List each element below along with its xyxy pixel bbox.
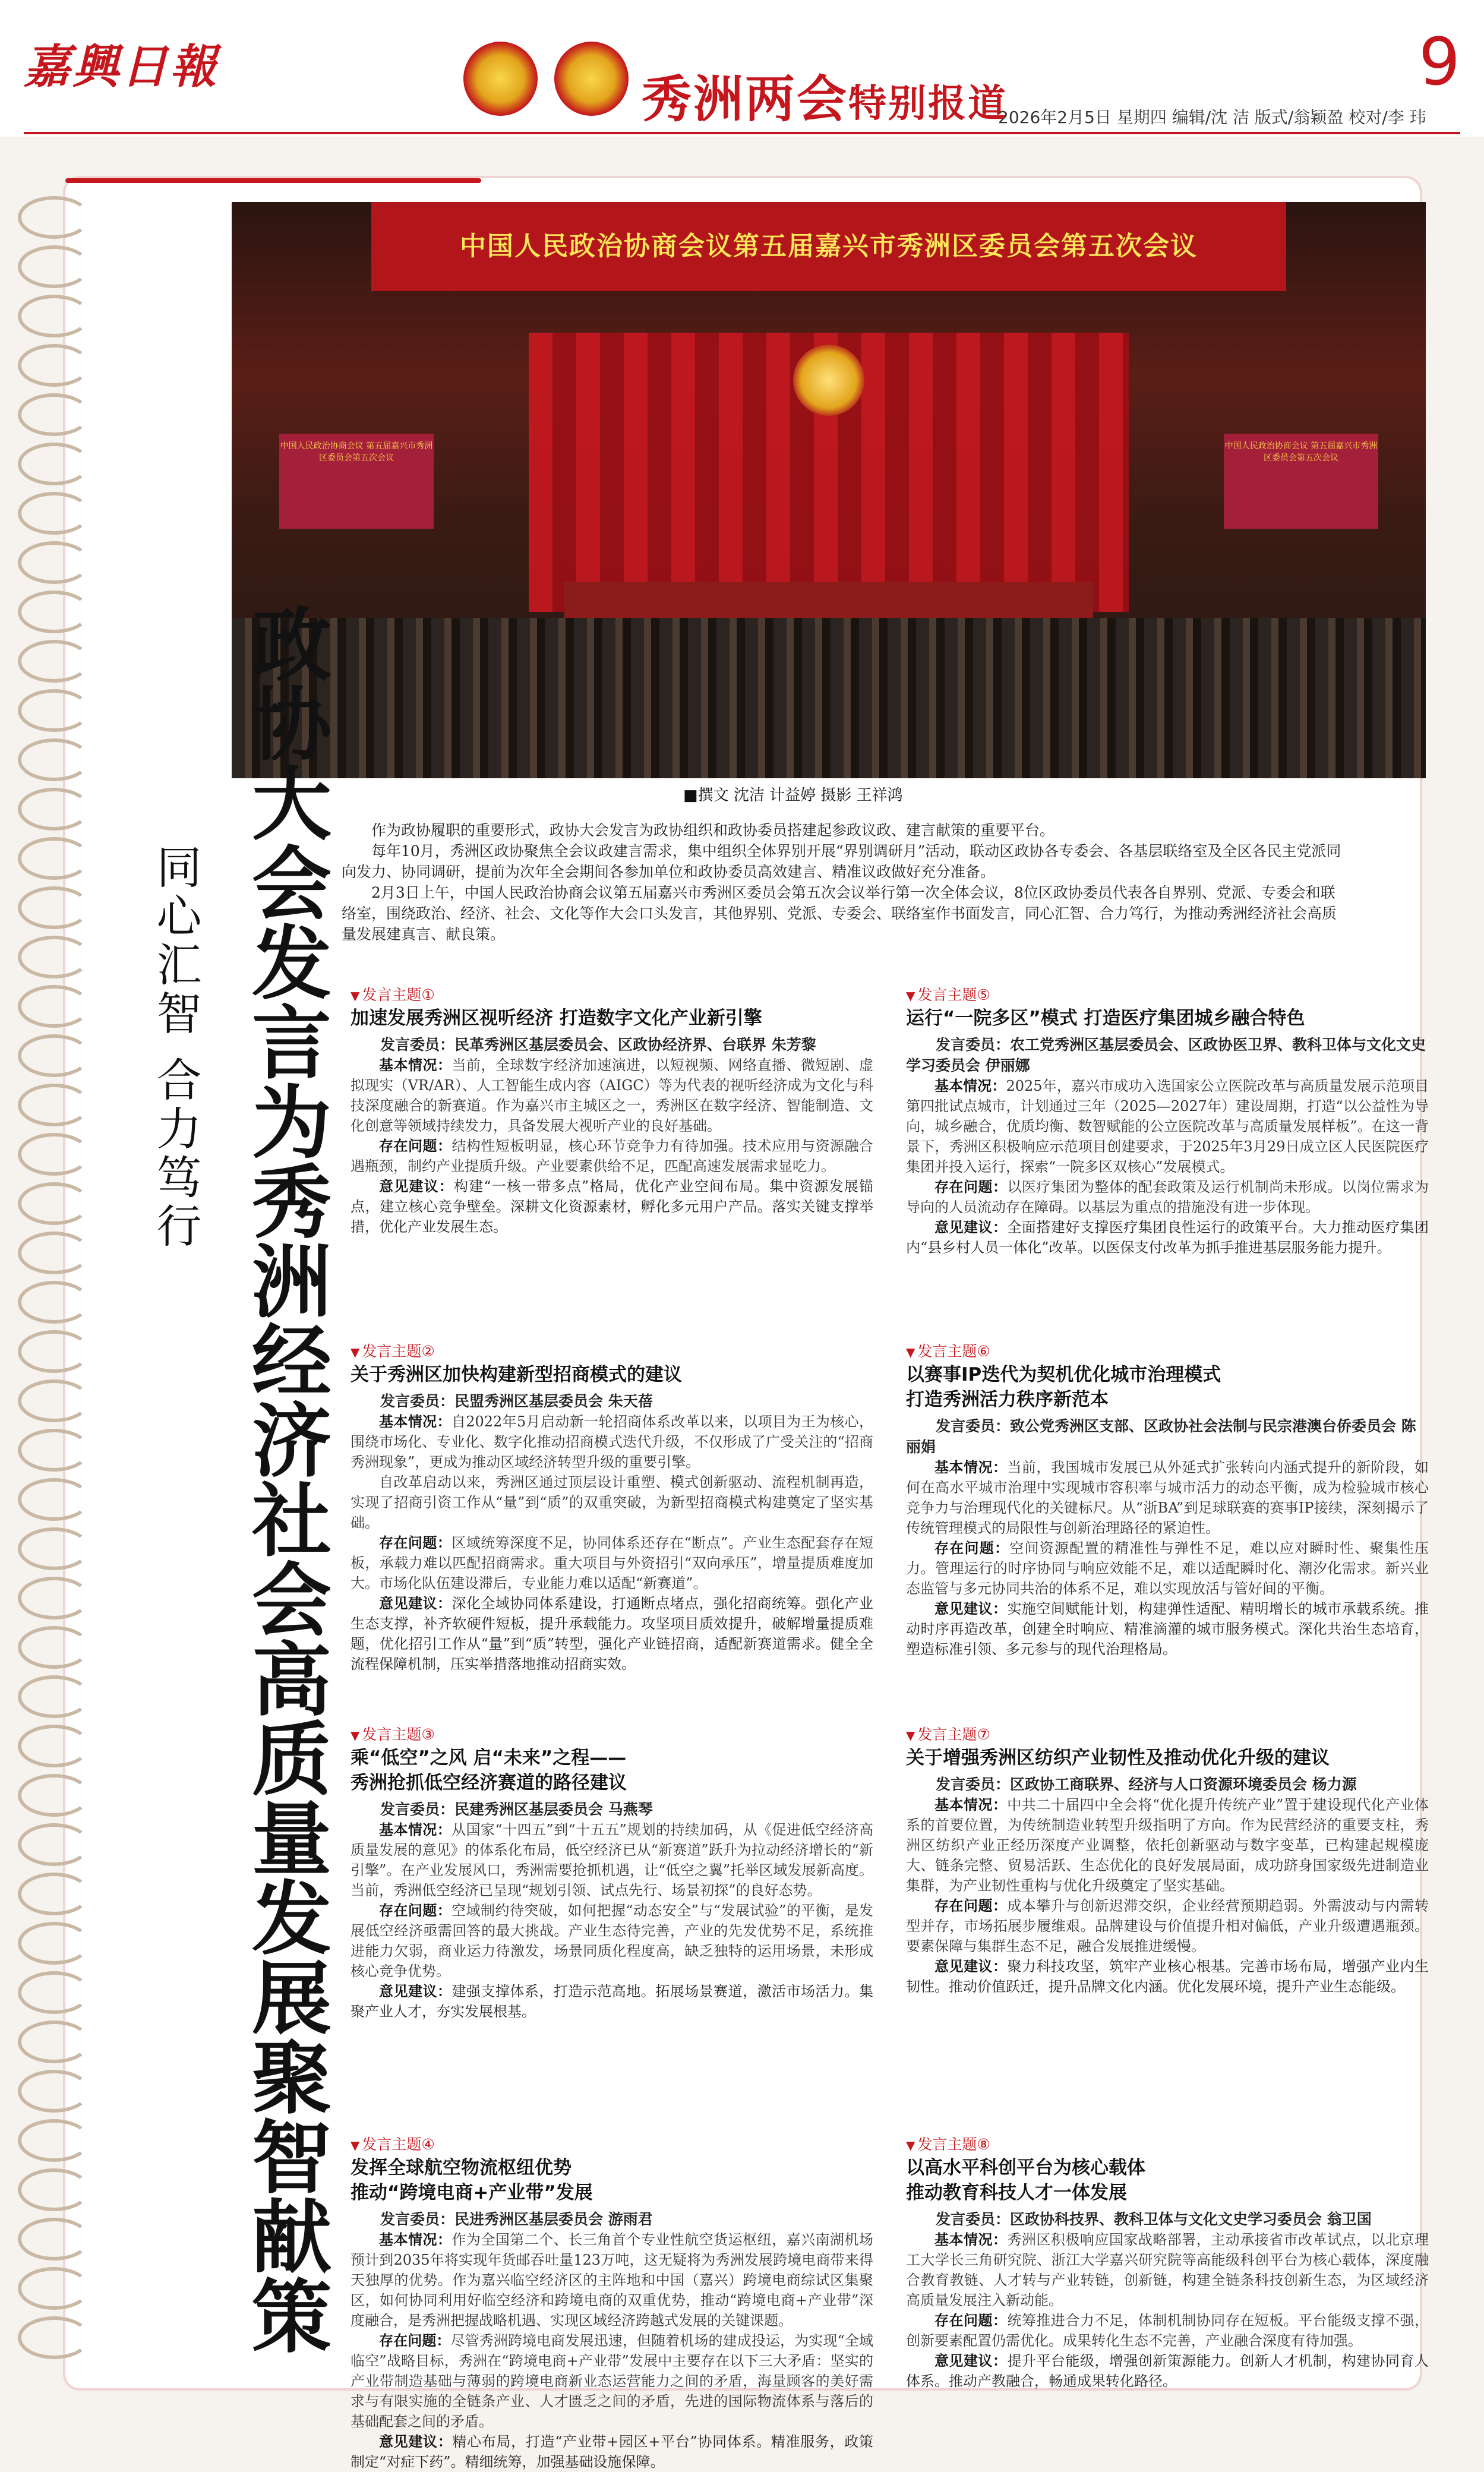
intro-paragraph: 每年10月，秀洲区政协聚焦全会议政建言需求，集中组织全体界别开展“界别调研月”活动，联动区政协各专委会、各基层联络室及全区各民主党派同向发力、协同调研，提前为次年全会期间各参加单位和政协委员高效建言、精准议政做好充分准备。 xyxy=(342,842,1341,880)
photo-screen-right: 中国人民政治协商会议 第五届嘉兴市秀洲区委员会第五次会议 xyxy=(1224,434,1378,529)
section-tag: ▼ 发言主题⑧ xyxy=(906,2133,1429,2154)
speech-section xyxy=(906,1340,1429,1659)
paragraph-text: 精心布局，打造“产业带+园区+平台”协同体系。精准服务，政策制定“对症下药”。精细统筹，加强基础设施保障。 xyxy=(351,2433,873,2470)
subheadline: 同心汇智 合力笃行 xyxy=(149,844,202,1252)
section-paragraph xyxy=(351,1412,873,1472)
binder-ring xyxy=(18,1823,90,1866)
paragraph-label: 意见建议： xyxy=(379,2433,453,2450)
section-title xyxy=(906,1006,1429,1031)
section-tag: ▼ 发言主题③ xyxy=(351,1723,873,1744)
cppcc-emblem-icon xyxy=(554,42,629,116)
section-paragraph xyxy=(351,1055,873,1136)
section-title-main: 秀洲两会 xyxy=(642,70,849,128)
paragraph-label: 基本情况： xyxy=(934,1796,1008,1813)
section-title xyxy=(642,59,1008,131)
paragraph-label: 存在问题： xyxy=(934,1178,1008,1195)
section-tag: ▼ 发言主题⑦ xyxy=(906,1723,1429,1744)
page-number: 9 xyxy=(1419,24,1460,100)
photo-stage xyxy=(564,582,1093,618)
section-paragraph xyxy=(351,2230,873,2331)
speaker-line: 发言委员：区政协科技界、教科卫体与文化文史学习委员会 翁卫国 xyxy=(936,2211,1372,2228)
paragraph-label: 存在问题： xyxy=(934,1539,1010,1557)
section-paragraph xyxy=(906,2230,1429,2310)
headline: 政协大会发言为秀洲经济社会高质量发展聚智献策 xyxy=(239,603,331,2354)
section-title xyxy=(906,1745,1429,1770)
paragraph-label: 意见建议： xyxy=(379,1595,452,1612)
section-title-line: 乘“低空”之风 启“未来”之程—— xyxy=(351,1747,627,1769)
paragraph-text: 空域制约待突破，如何把握“动态安全”与“发展试验”的平衡，是发展低空经济亟需回答的最大挑战。产业生态待完善，产业的先发优势不足，系统推进能力欠弱，商业运力待激发，场景同质化程度高，缺乏独特的运用场景，未形成核心竞争优势。 xyxy=(351,1902,874,1980)
binder-rings xyxy=(18,196,89,2364)
section-title-line: 运行“一院多区”模式 打造医疗集团城乡融合特色 xyxy=(906,1008,1305,1029)
binder-ring xyxy=(18,1725,90,1767)
section-paragraph xyxy=(351,2432,873,2472)
paragraph-label: 存在问题： xyxy=(934,1897,1008,1914)
paragraph-text: 区域统筹深度不足，协同体系还存在“断点”。产业生态配套存在短板，承载力难以匹配招商需求。重大项目与外资招引“双向承压”，增量提质难度加大。市场化队伍建设滞后，专业能力难以适配“新赛道”。 xyxy=(351,1535,873,1592)
binder-ring xyxy=(18,2020,90,2063)
section-title xyxy=(351,2155,873,2205)
speech-section xyxy=(351,983,873,1237)
speaker-line: 发言委员：民进秀洲区基层委员会 游雨君 xyxy=(380,2211,653,2228)
binder-ring xyxy=(18,2119,90,2162)
paragraph-label: 意见建议： xyxy=(379,1177,454,1195)
meeting-photo xyxy=(232,202,1426,778)
binder-ring xyxy=(18,1478,90,1521)
paragraph-text: 建强支撑体系，打造示范高地。拓展场景赛道，激活市场活力。集聚产业人才，夯实发展根基。 xyxy=(351,1983,874,2020)
binder-ring xyxy=(18,2218,90,2261)
section-paragraph xyxy=(906,1599,1429,1659)
section-paragraph xyxy=(906,1217,1429,1258)
paragraph-label: 基本情况： xyxy=(379,1821,452,1838)
binder-ring xyxy=(18,1182,90,1225)
paragraph-text: 成本攀升与创新迟滞交织，企业经营预期趋弱。外需波动与内需转型并存，市场拓展步履维艰。品牌建设与价值提升相对偏低，产业升级遭遇瓶颈。要素保障与集群生态不足，融合发展推进缓慢。 xyxy=(906,1898,1429,1955)
paragraph-label: 存在问题： xyxy=(934,2312,1008,2329)
section-paragraph xyxy=(906,1177,1429,1217)
masthead-logo: 嘉興日報 xyxy=(24,40,219,94)
binder-ring xyxy=(18,1232,90,1274)
binder-ring xyxy=(18,1774,90,1817)
paragraph-label: 基本情况： xyxy=(379,1056,452,1074)
section-paragraph xyxy=(351,1820,873,1900)
binder-ring xyxy=(18,295,90,337)
speech-section xyxy=(906,1723,1429,1997)
section-title xyxy=(906,1362,1429,1412)
section-title-line: 关于增强秀洲区纺织产业韧性及推动优化升级的建议 xyxy=(906,1747,1330,1769)
paragraph-label: 意见建议： xyxy=(379,1982,452,2000)
speaker-line: 发言委员：民盟秀洲区基层委员会 朱天蓓 xyxy=(380,1393,653,1410)
paragraph-text: 中共二十届四中全会将“优化提升传统产业”置于建设现代化产业体系的首要位置，为传统制造业转型升级指明了方向。作为民营经济的重要支柱，秀洲区纺织产业正经历深度产业调整，依托创新驱动与数字变革，已构建起规模庞大、链条完整、贸易活跃、生态优化的良好发展局面，成功跻身国家级先进制造业集群，为产业韧性重构与优化升级奠定了坚实基础。 xyxy=(906,1797,1429,1894)
binder-ring xyxy=(18,541,90,584)
binder-ring xyxy=(18,1675,90,1718)
paragraph-label: 基本情况： xyxy=(934,1458,1008,1476)
card-accent xyxy=(65,178,481,183)
binder-ring xyxy=(18,1577,90,1619)
section-title xyxy=(351,1362,873,1387)
paragraph-text: 聚力科技攻坚，筑牢产业核心根基。完善市场布局，增强产业内生韧性。推动价值跃迁，提升品牌文化内涵。优化发展环境，提升产业生态能级。 xyxy=(906,1958,1429,1995)
speech-section xyxy=(351,1340,873,1674)
section-title-sub: 特别报道 xyxy=(848,82,1008,126)
binder-ring xyxy=(18,1379,90,1422)
section-title-line: 以高水平科创平台为核心载体 xyxy=(906,2157,1145,2179)
binder-ring xyxy=(18,245,90,288)
paragraph-label: 意见建议： xyxy=(934,2352,1008,2369)
section-title-line: 发挥全球航空物流枢纽优势 xyxy=(351,2157,572,2179)
section-tag: ▼ 发言主题① xyxy=(351,983,873,1005)
paragraph-text: 结构性短板明显，核心环节竞争力有待加强。技术应用与资源融合遇瓶颈，制约产业提质升级。产业要素供给不足，匹配高速发展需求显吃力。 xyxy=(351,1138,874,1175)
section-title-line: 秀洲抢抓低空经济赛道的路径建议 xyxy=(351,1772,627,1794)
section-title-line: 推动“跨境电商+产业带”发展 xyxy=(351,2182,593,2203)
section-title-line: 打造秀洲活力秩序新范本 xyxy=(906,1389,1109,1410)
binder-ring xyxy=(18,640,90,683)
paragraph-text: 全面搭建好支撑医疗集团良性运行的政策平台。大力推动医疗集团内“县乡村人员一体化”改革。以医保支付改革为抓手推进基层服务能力提升。 xyxy=(906,1219,1429,1256)
paragraph-text: 构建“一核一带多点”格局，优化产业空间布局。集中资源发展锚点，建立核心竞争壁垒。深耕文化资源素材，孵化多元用户产品。落实关键支撑举措，优化产业发展生态。 xyxy=(351,1178,873,1235)
paragraph-text: 当前，全球数字经济加速演进，以短视频、网络直播、微短剧、虚拟现实（VR/AR）、人工智能生成内容（AIGC）等为代表的视听经济成为文化与科技深度融合的新赛道。作为嘉兴市主城区之一，秀洲区在数字经济、智能制造、文化创意等领域持续发力，具备发展大视听产业的良好基础。 xyxy=(351,1057,874,1134)
paragraph-label: 基本情况： xyxy=(934,2231,1008,2248)
section-tag: ▼ 发言主题② xyxy=(351,1340,873,1361)
paragraph-text: 统筹推进合力不足，体制机制协同存在短板。平台能级支撑不强，创新要素配置仍需优化。成果转化生态不完善，产业融合深度有待加强。 xyxy=(906,2312,1429,2349)
section-paragraph xyxy=(906,1457,1429,1538)
paragraph-text: 以医疗集团为整体的配套政策及运行机制尚未形成。以岗位需求为导向的人员流动存在障碍。以基层为重点的措施没有进一步体现。 xyxy=(906,1179,1429,1216)
section-paragraph xyxy=(351,1900,873,1981)
section-paragraph xyxy=(906,1795,1429,1896)
page-header xyxy=(0,0,1484,137)
section-paragraph xyxy=(351,1136,873,1176)
section-title xyxy=(351,1006,873,1031)
speech-section xyxy=(906,2133,1429,2391)
binder-ring xyxy=(18,393,90,436)
section-paragraph xyxy=(906,2351,1429,2391)
speech-section xyxy=(351,2133,873,2472)
binder-ring xyxy=(18,344,90,387)
binder-ring xyxy=(18,1971,90,2014)
binder-ring xyxy=(18,738,90,781)
paragraph-text: 自2022年5月启动新一轮招商体系改革以来，以项目为王为核心，围绕市场化、专业化、数字化推动招商模式迭代升级，不仅形成了广受关注的“招商秀洲现象”，更成为推动区域经济转型升级的重要引擎。 xyxy=(351,1413,873,1470)
binder-ring xyxy=(18,788,90,831)
section-paragraph xyxy=(906,2310,1429,2351)
paragraph-label: 意见建议： xyxy=(934,1600,1008,1617)
paragraph-label: 基本情况： xyxy=(934,1077,1006,1094)
paragraph-label: 基本情况： xyxy=(379,1413,451,1430)
paragraph-text: 空间资源配置的精准性与弹性不足，难以应对瞬时性、聚集性压力。管理运行的时序协同与响应效能不足，难以适配瞬时化、潮汐化需求。新兴业态监管与多元协同共治的体系不足，难以实现放活与管好间的平衡。 xyxy=(906,1540,1429,1597)
section-paragraph xyxy=(906,1538,1429,1599)
binder-ring xyxy=(18,2267,90,2310)
section-title xyxy=(351,1745,873,1795)
binder-ring xyxy=(18,1133,90,1176)
photo-emblem-icon xyxy=(793,345,864,416)
dateline: 2026年2月5日 星期四 编辑/沈 洁 版式/翁颖盈 校对/李 玮 xyxy=(998,108,1426,127)
binder-ring xyxy=(18,2168,90,2211)
paragraph-text: 尽管秀洲跨境电商发展迅速，但随着机场的建成投运，为实现“全域临空”战略目标，秀洲在“跨境电商+产业带”发展中主要存在以下三大矛盾：坚实的产业带制造基础与薄弱的跨境电商新业态运营能力之间的矛盾，海量顾客的美好需求与有限实施的全链条产业、人才匮乏之间的矛盾，先进的国际物流体系与落后的基础配套之间的矛盾。 xyxy=(351,2332,873,2430)
speech-section xyxy=(906,983,1429,1258)
binder-ring xyxy=(18,985,90,1028)
section-tag: ▼ 发言主题⑥ xyxy=(906,1340,1429,1361)
national-emblem-icon xyxy=(463,42,538,116)
binder-ring xyxy=(18,591,90,633)
photo-banner: 中国人民政治协商会议第五届嘉兴市秀洲区委员会第五次会议 xyxy=(371,202,1286,291)
speech-section xyxy=(351,1723,873,2022)
binder-ring xyxy=(18,1330,90,1373)
section-title xyxy=(906,2155,1429,2205)
paragraph-text: 提升平台能级，增强创新策源能力。创新人才机制，构建协同育人体系。推动产教融合，畅通成果转化路径。 xyxy=(906,2353,1429,2389)
photo-screen-left: 中国人民政治协商会议 第五届嘉兴市秀洲区委员会第五次会议 xyxy=(279,434,434,529)
photo-audience xyxy=(232,618,1426,778)
section-paragraph xyxy=(906,1076,1429,1177)
paragraph-text: 作为全国第二个、长三角首个专业性航空货运枢纽，嘉兴南湖机场预计到2035年将实现年货邮吞吐量123万吨，这无疑将为秀洲发展跨境电商带来得天独厚的优势。作为嘉兴临空经济区的主阵地和中国（嘉兴）跨境电商综试区集聚区，如何协同利用好临空经济和跨境电商的双重优势，推动“跨境电商+产业带”深度融合，是秀洲把握战略机遇、实现区域经济跨越式发展的关键课题。 xyxy=(351,2231,874,2329)
speaker-line: 发言委员：民建秀洲区基层委员会 马燕琴 xyxy=(380,1801,653,1818)
paragraph-label: 意见建议： xyxy=(934,1218,1008,1236)
binder-ring xyxy=(18,936,90,978)
section-title-line: 关于秀洲区加快构建新型招商模式的建议 xyxy=(351,1364,682,1385)
header-divider xyxy=(24,132,1460,134)
section-tag: ▼ 发言主题⑤ xyxy=(906,983,1429,1005)
speaker-line: 发言委员：致公党秀洲区支部、区政协社会法制与民宗港澳台侨委员会 陈丽娟 xyxy=(906,1417,1416,1456)
section-title-line: 加速发展秀洲区视听经济 打造数字文化产业新引擎 xyxy=(351,1008,762,1029)
intro-paragraph: 2月3日上午，中国人民政治协商会议第五届嘉兴市秀洲区委员会第五次会议举行第一次全体会议，8位区政协委员代表各自界别、党派、专委会和联络室，围绕政治、经济、社会、文化等作大会口头发言，其他界别、党派、专委会、联络室作书面发言，同心汇智、合力笃行，为推动秀洲经济社会高质量发展建真言、献良策。 xyxy=(342,884,1337,943)
section-paragraph xyxy=(351,1472,873,1533)
binder-ring xyxy=(18,886,90,929)
intro-paragraph: 作为政协履职的重要形式，政协大会发言为政协组织和政协委员搭建起参政议政、建言献策的重要平台。 xyxy=(371,822,1055,839)
paragraph-text: 当前，我国城市发展已从外延式扩张转向内涵式提升的新阶段，如何在高水平城市治理中实现城市容积率与城市活力的动态平衡，成为检验城市核心竞争力与治理现代化的关键标尺。从“浙BA”到足球联赛的赛事IP接续，深刻揭示了传统管理模式的局限性与创新治理路径的紧迫性。 xyxy=(906,1459,1429,1536)
paragraph-text: 秀洲区积极响应国家战略部署，主动承接省市改革试点，以北京理工大学长三角研究院、浙江大学嘉兴研究院等高能级科创平台为核心载体，深度融合教育教链、人才转与产业转链，创新链，构建全链条科技创新生态，为区域经济高质量发展注入新动能。 xyxy=(906,2231,1429,2309)
speaker-line: 发言委员：农工党秀洲区基层委员会、区政协医卫界、教科卫体与文化文史学习委员会 伊丽娜 xyxy=(906,1036,1426,1074)
binder-ring xyxy=(18,1873,90,1915)
emblems xyxy=(463,42,629,116)
paragraph-text: 2025年，嘉兴市成功入选国家公立医院改革与高质量发展示范项目第四批试点城市，计划通过三年（2025—2027年）建设周期，打造“以公益性为导向，城乡融合，优质均衡、数智赋能的公立医院改革与高质量发展样板”。在这一背景下，秀洲区积极响应示范项目创建要求，于2025年3月29日成立区人民医院医疗集团并投入运行，探索“一院多区双核心”发展模式。 xyxy=(906,1078,1429,1175)
binder-ring xyxy=(18,1429,90,1472)
binder-ring xyxy=(18,1084,90,1126)
paragraph-label: 存在问题： xyxy=(379,1137,452,1154)
binder-ring xyxy=(18,1626,90,1669)
binder-ring xyxy=(18,1922,90,1965)
paragraph-label: 基本情况： xyxy=(379,2231,452,2248)
section-paragraph xyxy=(906,1896,1429,1956)
binder-ring xyxy=(18,2070,90,2113)
binder-ring xyxy=(18,837,90,880)
paragraph-text: 从国家“十四五”到“十五五”规划的持续加码，从《促进低空经济高质量发展的意见》的体系化布局，低空经济已从“新赛道”跃升为拉动经济增长的“新引擎”。在产业发展风口，秀洲需要抢抓机遇，让“低空之翼”托举区域发展新高度。当前，秀洲低空经济已呈现“规划引领、试点先行、场景初探”的良好态势。 xyxy=(351,1821,874,1899)
section-title-line: 推动教育科技人才一体发展 xyxy=(906,2182,1127,2203)
paragraph-text: 实施空间赋能计划，构建弹性适配、精明增长的城市承载系统。推动时序再造改革，创建全时响应、精准滴灌的城市服务模式。深化共治生态培育，塑造标准引领、多元参与的现代治理格局。 xyxy=(906,1600,1429,1658)
photo-credit: ■撰文 沈洁 计益婷 摄影 王祥鸿 xyxy=(683,787,903,804)
section-paragraph xyxy=(351,1593,873,1674)
intro xyxy=(342,820,1349,945)
section-paragraph xyxy=(351,2331,873,2432)
binder-ring xyxy=(18,1034,90,1077)
paragraph-label: 存在问题： xyxy=(379,1534,452,1551)
speaker-line: 发言委员：区政协工商联界、经济与人口资源环境委员会 杨力源 xyxy=(936,1776,1357,1793)
binder-ring xyxy=(18,689,90,732)
binder-ring xyxy=(18,1281,90,1324)
binder-ring xyxy=(18,492,90,535)
section-title-line: 以赛事IP迭代为契机优化城市治理模式 xyxy=(906,1364,1221,1385)
section-tag: ▼ 发言主题④ xyxy=(351,2133,873,2154)
section-paragraph xyxy=(906,1956,1429,1997)
binder-ring xyxy=(18,443,90,485)
binder-ring xyxy=(18,196,90,239)
binder-ring xyxy=(18,2316,90,2359)
paragraph-label: 意见建议： xyxy=(934,1958,1008,1975)
paragraph-label: 存在问题： xyxy=(379,1902,452,1919)
section-paragraph xyxy=(351,1981,873,2022)
section-paragraph xyxy=(351,1176,873,1237)
speaker-line: 发言委员：民革秀洲区基层委员会、区政协经济界、台联界 朱芳黎 xyxy=(380,1036,816,1053)
section-paragraph xyxy=(351,1533,873,1593)
paragraph-text: 深化全域协同体系建设，打通断点堵点，强化招商统筹。强化产业生态支撑，补齐软硬件短板，提升承载能力。攻坚项目质效提升，破解增量提质难题，优化招引工作从“量”到“质”转型，强化产业链招商，适配新赛道需求。健全全流程保障机制，压实举措落地推动招商实效。 xyxy=(351,1595,874,1672)
paragraph-label: 存在问题： xyxy=(379,2332,451,2349)
binder-ring xyxy=(18,1527,90,1570)
paragraph-text: 自改革启动以来，秀洲区通过顶层设计重塑、模式创新驱动、流程机制再造，实现了招商引资工作从“量”到“质”的双重突破，为新型招商模式构建奠定了坚实基础。 xyxy=(351,1474,873,1531)
